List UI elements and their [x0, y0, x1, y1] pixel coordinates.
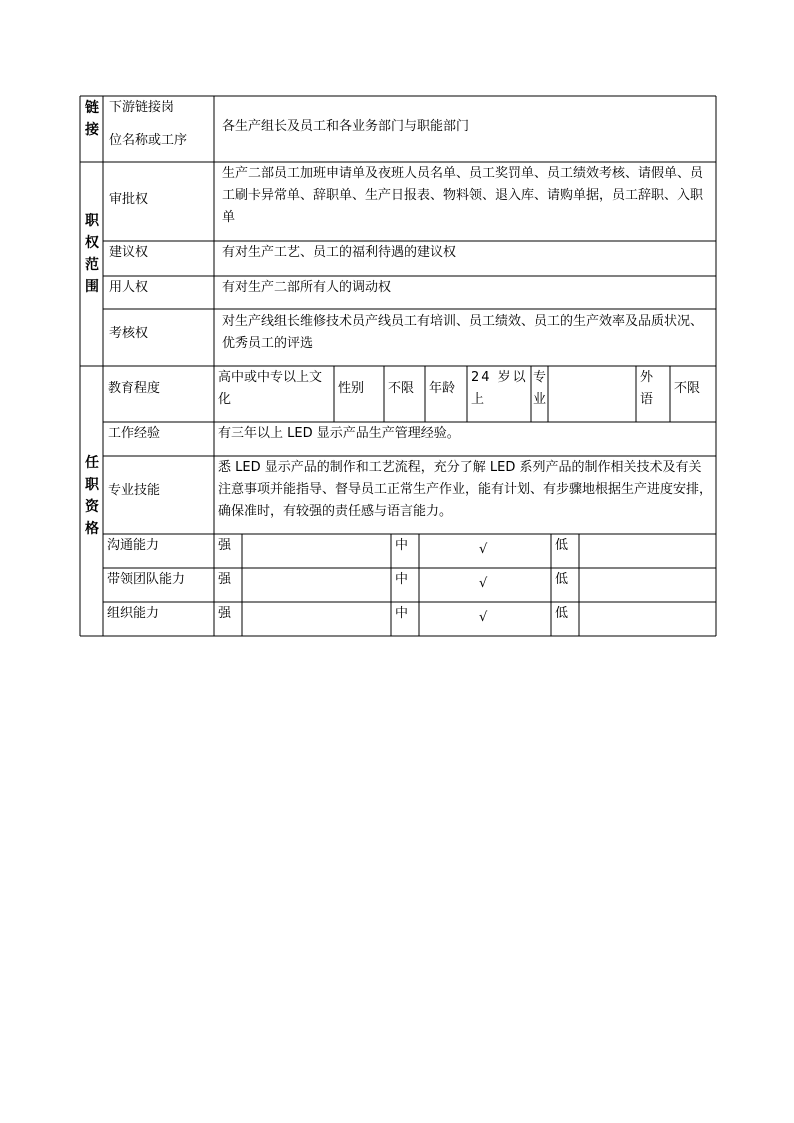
ability-low: 低 — [555, 606, 569, 621]
experience-label: 工作经验 — [108, 426, 161, 441]
major-label: 专业 — [533, 370, 547, 407]
section-label-qualification: 任职资格 — [85, 455, 99, 537]
ability-low: 低 — [555, 538, 569, 553]
experience-value: 有三年以上 LED 显示产品生产管理经验。 — [218, 426, 460, 441]
ability-low: 低 — [555, 572, 569, 587]
ability-strong: 强 — [218, 538, 232, 553]
language-label: 外语 — [640, 370, 654, 407]
authority-row-label: 审批权 — [109, 192, 149, 207]
check-mark-icon: √ — [479, 610, 488, 625]
authority-row-label: 考核权 — [109, 326, 149, 341]
ability-label: 沟通能力 — [107, 538, 160, 553]
authority-row-value: 对生产线组长维修技术员产线员工有培训、员工绩效、员工的生产效率及品质状况、优秀员工的评选 — [222, 314, 704, 351]
authority-row-value: 有对生产工艺、员工的福利待遇的建议权 — [222, 245, 457, 260]
link-row-label-line1: 下游链接岗 — [109, 100, 175, 115]
age-label: 年龄 — [429, 381, 456, 396]
authority-row-value: 生产二部员工加班申请单及夜班人员名单、员工奖罚单、员工绩效考核、请假单、员工刷卡异常单、辞职单、生产日报表、物料领、退入库、请购单据，员工辞职、入职单 — [222, 166, 704, 225]
ability-medium: 中 — [395, 538, 409, 553]
link-row-label-line2: 位名称或工序 — [109, 133, 188, 148]
check-mark-icon: √ — [479, 542, 488, 557]
language-value: 不限 — [674, 381, 701, 396]
gender-label: 性别 — [338, 381, 365, 396]
authority-row-label: 用人权 — [109, 280, 149, 295]
authority-row-value: 有对生产二部所有人的调动权 — [222, 280, 392, 295]
section-label-link: 链接 — [85, 100, 99, 138]
ability-strong: 强 — [218, 606, 232, 621]
ability-label: 组织能力 — [107, 606, 160, 621]
ability-label: 带领团队能力 — [107, 572, 186, 587]
gender-value: 不限 — [388, 381, 415, 396]
skills-label: 专业技能 — [108, 483, 161, 498]
ability-medium: 中 — [395, 572, 409, 587]
education-value: 高中或中专以上文化 — [218, 370, 323, 407]
check-mark-icon: √ — [479, 576, 488, 591]
education-label: 教育程度 — [108, 381, 161, 396]
section-label-authority: 职权范围 — [85, 213, 99, 295]
link-row-value: 各生产组长及员工和各业务部门与职能部门 — [222, 119, 470, 134]
skills-value: 悉 LED 显示产品的制作和工艺流程，充分了解 LED 系列产品的制作相关技术及有关注意事项并能指导、督导员工正常生产作业，能有计划、有步骤地根据生产进度安排，确保准时，有较强的责任感与语言能力。 — [218, 460, 713, 519]
ability-medium: 中 — [395, 606, 409, 621]
ability-strong: 强 — [218, 572, 232, 587]
age-value: 24 岁以上 — [471, 370, 528, 407]
authority-row-label: 建议权 — [109, 245, 149, 260]
